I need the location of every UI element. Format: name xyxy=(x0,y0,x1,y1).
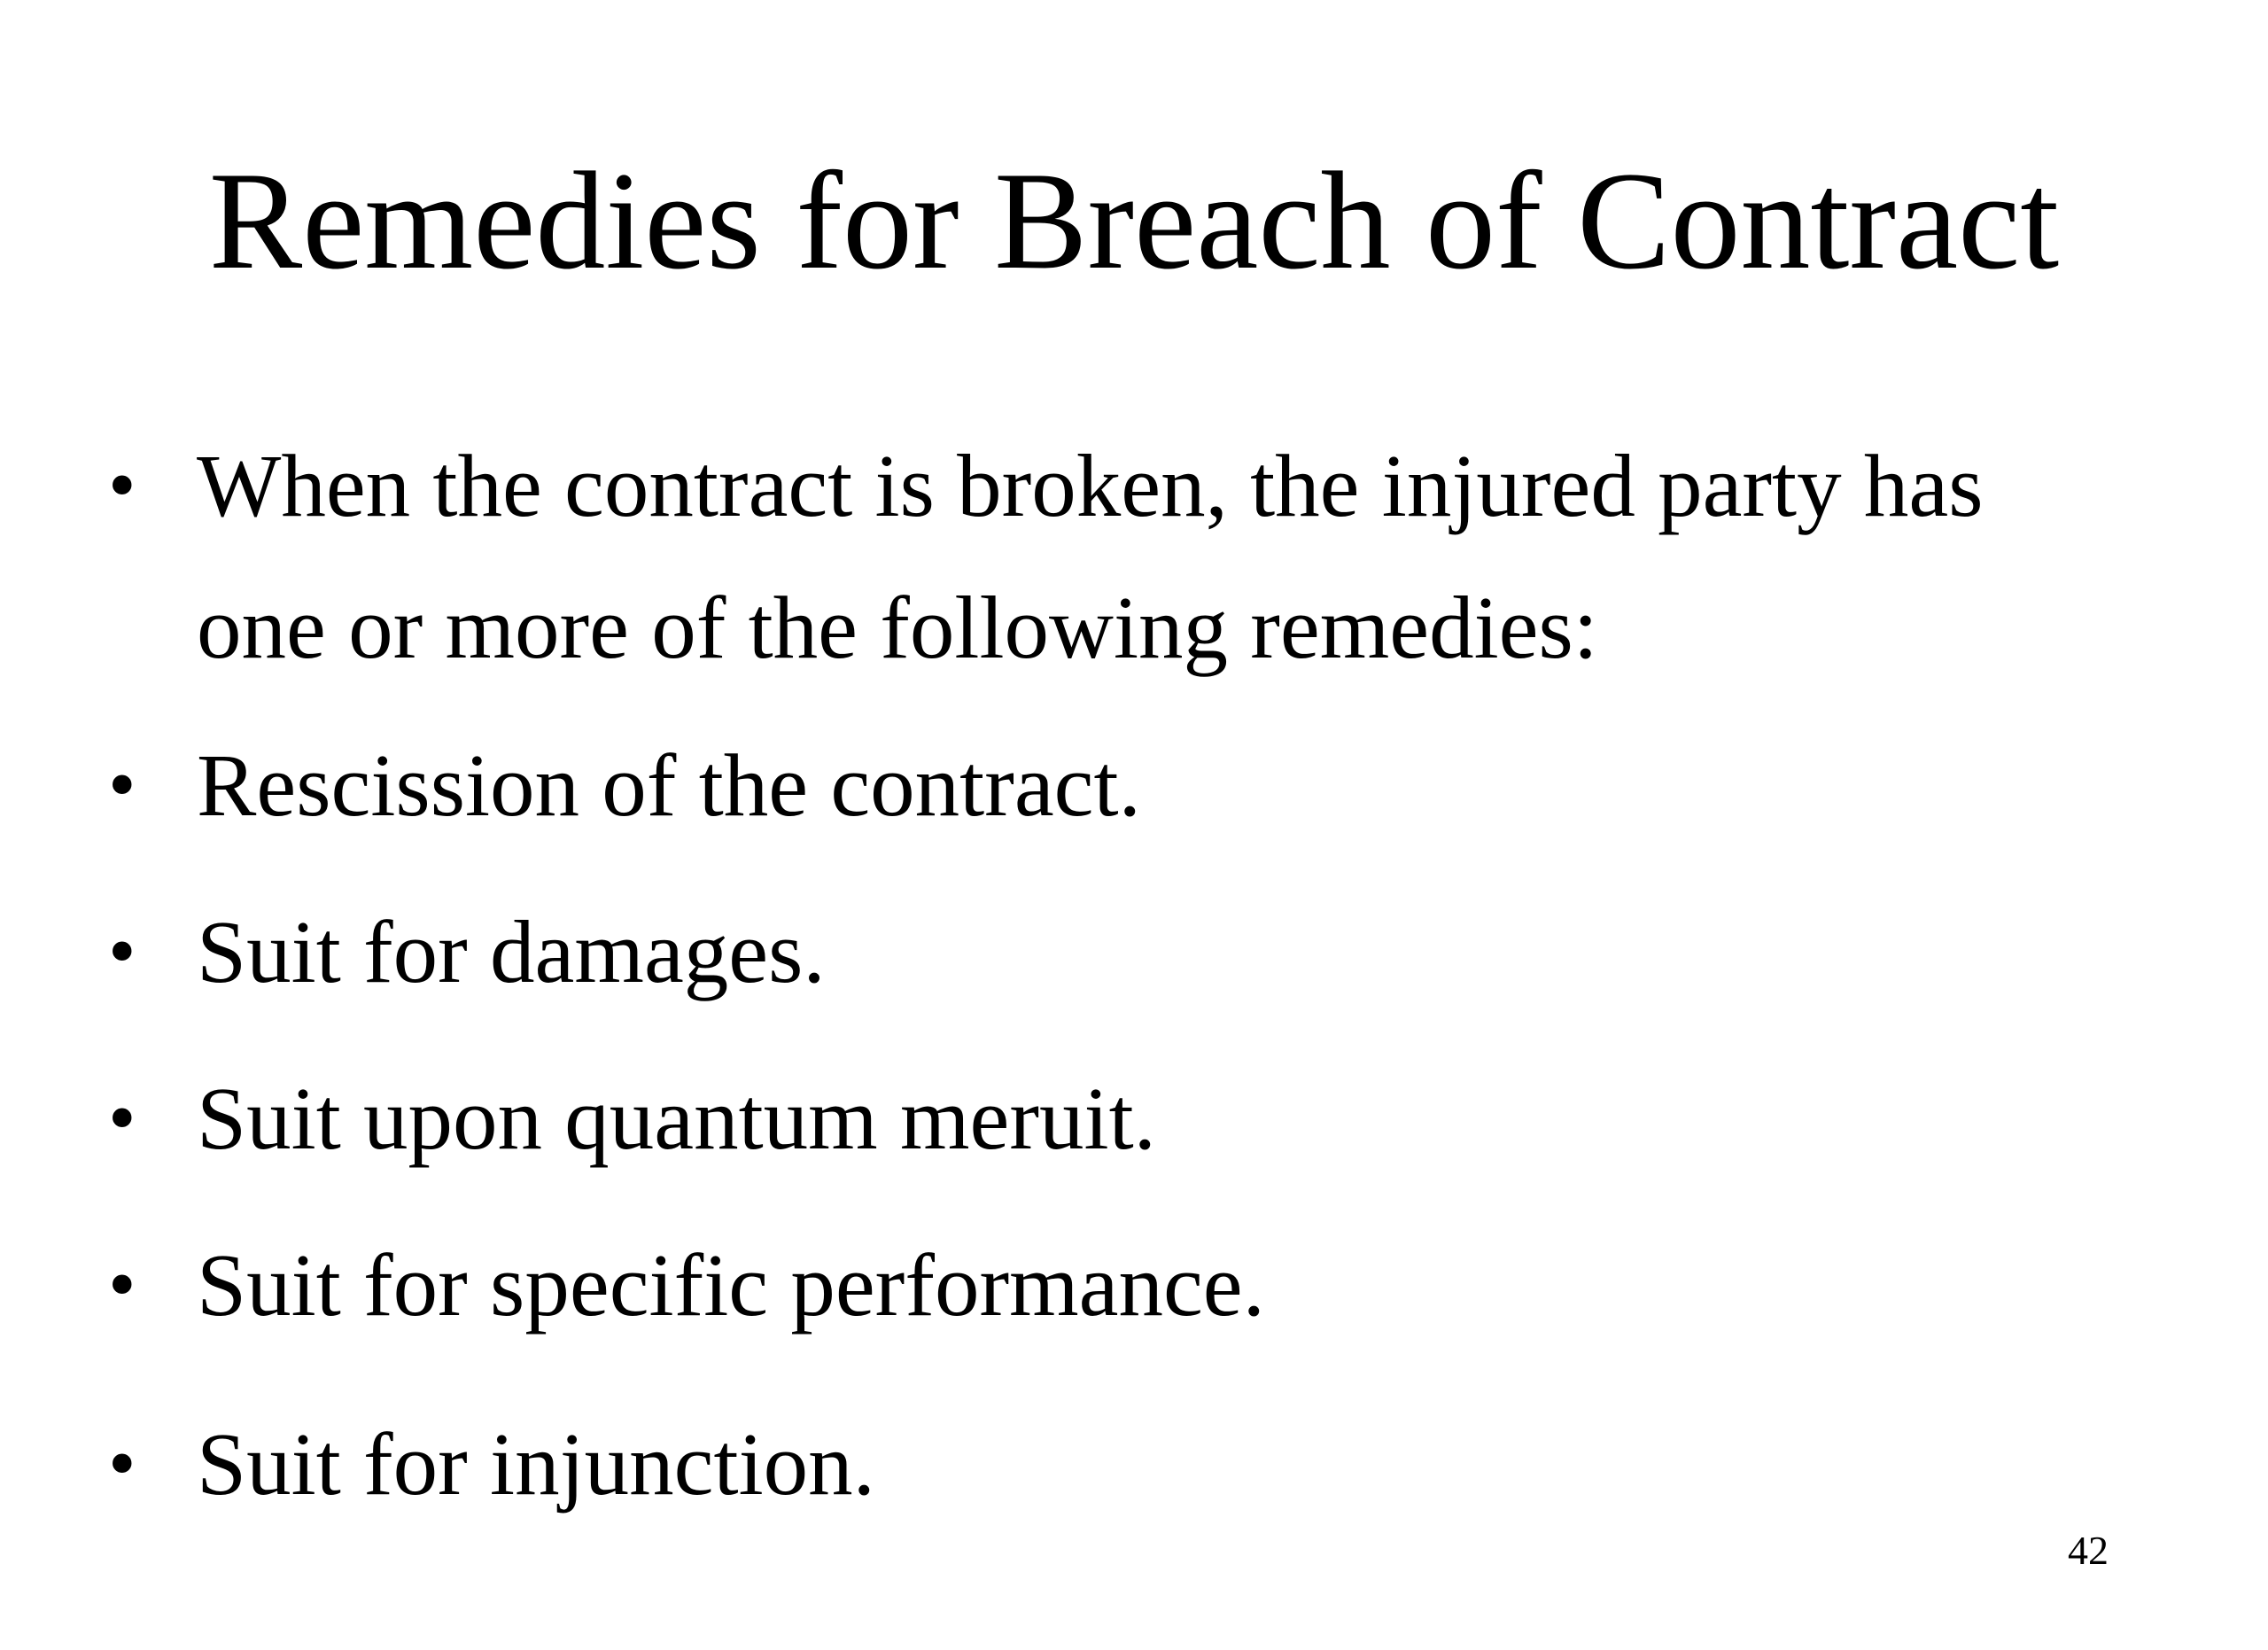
bullet-icon: • xyxy=(108,907,136,995)
bullet-icon: • xyxy=(108,441,136,529)
bullet-text: Suit upon quantum meruit. xyxy=(197,1069,1156,1168)
bullet-text: When the contract is broken, the injured party has one or more of the following remedies: xyxy=(197,436,1984,677)
bullet-text: Rescission of the contract. xyxy=(197,735,1141,835)
bullet-icon: • xyxy=(108,741,136,829)
bullet-text: Suit for specific performance. xyxy=(197,1235,1265,1335)
bullet-icon: • xyxy=(108,1420,136,1507)
page-number: 42 xyxy=(2068,1528,2109,1573)
bullet-icon: • xyxy=(108,1074,136,1162)
bullet-text: Suit for injunction. xyxy=(197,1414,875,1514)
slide-title: Remedies for Breach of Contract xyxy=(208,144,2060,299)
bullet-icon: • xyxy=(108,1241,136,1328)
bullet-text: Suit for damages. xyxy=(197,902,826,1001)
